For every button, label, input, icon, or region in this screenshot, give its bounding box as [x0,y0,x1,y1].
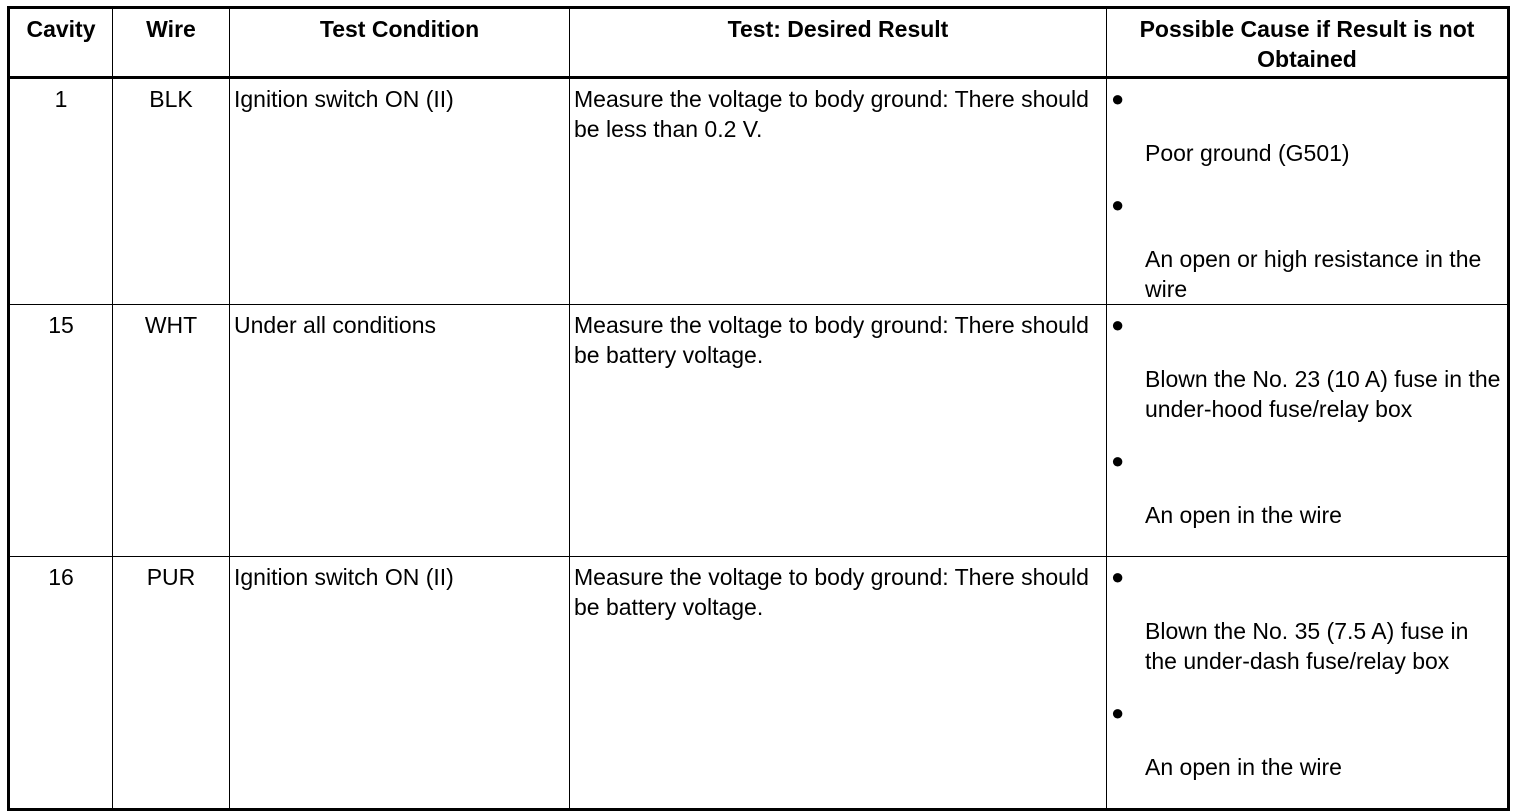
header-possible-cause: Possible Cause if Result is not Obtained [1107,8,1509,78]
header-wire: Wire [113,8,230,78]
cause-item: An open or high resistance in the wire [1145,246,1482,302]
cause-item: Blown the No. 23 (10 A) fuse in the under-hood fuse/relay box [1145,366,1501,422]
test-condition-cell: Under all conditions [230,305,570,557]
header-row [9,8,1509,78]
header-cavity: Cavity [9,8,113,78]
bullet-icon: ● [1111,448,1125,473]
bullet-icon: ● [1111,192,1125,217]
possible-cause-cell [1107,305,1509,557]
bullet-icon: ● [1111,86,1125,111]
cavity-cell: 1 [9,78,113,305]
table-row [9,557,1509,810]
wire-cell: PUR [113,557,230,810]
table-row [9,78,1509,305]
desired-result-cell: Measure the voltage to body ground: There should be battery voltage. [570,305,1107,557]
wire-cell: BLK [113,78,230,305]
connector-test-table [7,6,1510,811]
test-condition-cell: Ignition switch ON (II) [230,557,570,810]
wire-cell: WHT [113,305,230,557]
cause-item: An open in the wire [1145,754,1342,780]
bullet-icon: ● [1111,700,1125,725]
cause-item: Poor ground (G501) [1145,140,1350,166]
bullet-icon: ● [1111,564,1125,589]
cause-item: An open in the wire [1145,502,1342,528]
header-desired-result: Test: Desired Result [570,8,1107,78]
possible-cause-cell [1107,557,1509,810]
bullet-icon: ● [1111,312,1125,337]
test-condition-cell: Ignition switch ON (II) [230,78,570,305]
desired-result-cell: Measure the voltage to body ground: There should be less than 0.2 V. [570,78,1107,305]
header-test-condition: Test Condition [230,8,570,78]
possible-cause-cell [1107,78,1509,305]
cavity-cell: 16 [9,557,113,810]
cause-item: Blown the No. 35 (7.5 A) fuse in the under-dash fuse/relay box [1145,618,1469,674]
cavity-cell: 15 [9,305,113,557]
table-row [9,305,1509,557]
desired-result-cell: Measure the voltage to body ground: There should be battery voltage. [570,557,1107,810]
